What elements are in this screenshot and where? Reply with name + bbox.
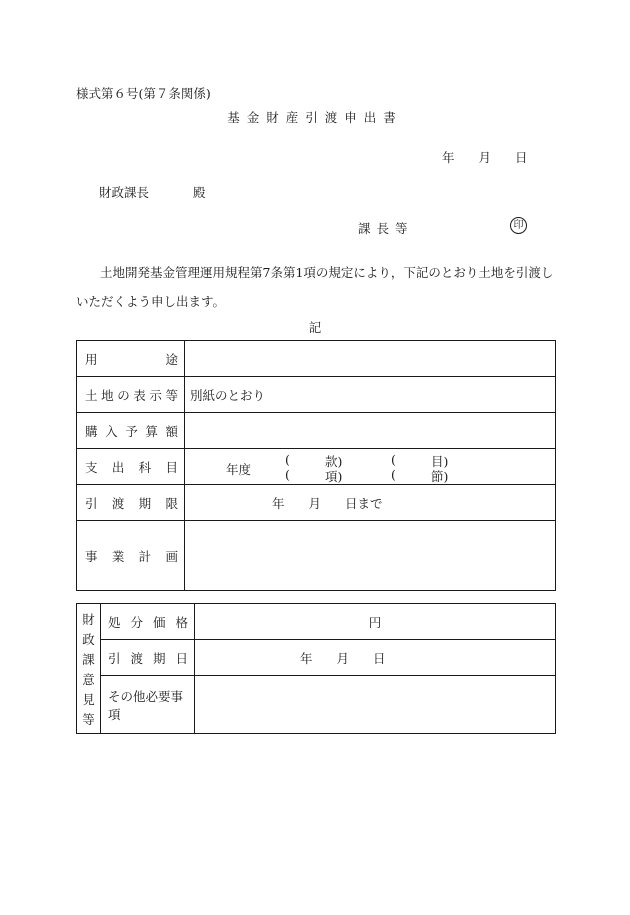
addressee xyxy=(99,183,206,201)
label-char: 日 xyxy=(175,650,188,666)
deadline-year: 年 xyxy=(272,495,285,511)
addressee-name: 財政課長 xyxy=(99,185,150,200)
label-char: 土 xyxy=(85,387,98,403)
row-label xyxy=(77,521,185,591)
transfer-date-field[interactable] xyxy=(195,640,556,676)
side-label-char: 見 xyxy=(82,691,95,707)
moku-open-paren: ( xyxy=(391,452,396,467)
side-label-char: 政 xyxy=(82,631,95,647)
side-label-char: 意 xyxy=(82,671,95,687)
deadline-month: 月 xyxy=(308,495,322,511)
label-char: 購 xyxy=(85,423,98,439)
label-char: 入 xyxy=(105,423,118,439)
kou-label: 項) xyxy=(325,469,343,484)
ki-heading: 記 xyxy=(308,320,322,335)
kan-label: 款) xyxy=(325,454,343,469)
document-title: 基金財産引渡申出書 xyxy=(227,110,403,125)
business-plan-field[interactable] xyxy=(185,521,556,591)
label-char: 等 xyxy=(165,387,178,403)
addressee-honorific: 殿 xyxy=(193,185,206,200)
row-label xyxy=(101,604,195,640)
expenditure-account-breakdown xyxy=(185,449,555,484)
label-char: 格 xyxy=(175,614,188,630)
label-char: 期 xyxy=(152,650,166,666)
label-char: 業 xyxy=(111,548,125,564)
setsu-label: 節) xyxy=(431,469,449,484)
transfer-year: 年 xyxy=(300,650,313,666)
label-char: 地 xyxy=(101,387,114,403)
label-char: 出 xyxy=(111,459,125,475)
table-row xyxy=(77,413,556,449)
moku-label: 目) xyxy=(431,454,449,469)
row-label xyxy=(77,485,185,521)
label-char: 科 xyxy=(138,459,152,475)
side-label-char: 財 xyxy=(82,611,95,627)
label-char: 表 xyxy=(133,387,146,403)
delivery-deadline-field[interactable] xyxy=(185,485,556,521)
label-char: 支 xyxy=(85,459,98,475)
other-items-label: その他必要事項 xyxy=(108,688,184,722)
label-char: 算 xyxy=(145,423,158,439)
label-char: 分 xyxy=(130,614,143,630)
land-description-field[interactable]: 別紙のとおり xyxy=(185,377,556,413)
label-char: 引 xyxy=(108,650,121,666)
main-table xyxy=(76,340,556,591)
row-label xyxy=(77,449,185,485)
date-day: 日 xyxy=(515,150,528,165)
label-char: 期 xyxy=(138,495,152,511)
fiscal-year-label: 年度 xyxy=(226,462,252,477)
expenditure-account-field[interactable] xyxy=(185,449,556,485)
row-label xyxy=(77,341,185,377)
form-number: 様式第６号(第７条関係) xyxy=(76,86,211,101)
row-label xyxy=(77,413,185,449)
yen-unit: 円 xyxy=(368,614,382,630)
label-char: 限 xyxy=(165,495,178,511)
label-char: 渡 xyxy=(111,495,125,511)
label-char: 事 xyxy=(85,548,98,564)
body-text: 土地開発基金管理運用規程第7条第1項の規定により，下記のとおり土地を引渡しいただくよう申し出ます。 xyxy=(76,265,554,309)
label-char: 額 xyxy=(165,423,178,439)
label-char: 画 xyxy=(165,548,178,564)
other-items-field[interactable] xyxy=(195,676,556,734)
label-char: の xyxy=(117,387,130,403)
table-row xyxy=(77,377,556,413)
label-char: 処 xyxy=(108,614,121,630)
table-row xyxy=(77,676,556,734)
side-label-char: 課 xyxy=(82,651,95,667)
table-row xyxy=(77,341,556,377)
setsu-open-paren: ( xyxy=(391,467,396,482)
row-label xyxy=(101,676,195,734)
table-row xyxy=(77,485,556,521)
date-month: 月 xyxy=(478,150,492,165)
applicant-label: 課長等 xyxy=(358,221,414,236)
side-label-char: 等 xyxy=(82,711,95,727)
label-char: 予 xyxy=(125,423,138,439)
date-year: 年 xyxy=(442,150,455,165)
deadline-day: 日まで xyxy=(345,495,383,511)
table-row xyxy=(77,449,556,485)
kou-open-paren: ( xyxy=(285,467,290,482)
label-char: 価 xyxy=(152,614,166,630)
transfer-day: 日 xyxy=(373,650,386,666)
application-date xyxy=(442,148,528,166)
seal-mark: 印 xyxy=(510,217,527,234)
label-char: 渡 xyxy=(130,650,143,666)
finance-opinion-table xyxy=(76,603,556,734)
label-char: 目 xyxy=(165,459,178,475)
label-char: 示 xyxy=(149,387,162,403)
label-char: 用 xyxy=(85,351,98,367)
row-label xyxy=(101,640,195,676)
table-row xyxy=(77,521,556,591)
purchase-budget-field[interactable] xyxy=(185,413,556,449)
kan-open-paren: ( xyxy=(285,452,290,467)
label-char: 計 xyxy=(138,548,152,564)
disposal-price-field[interactable] xyxy=(195,604,556,640)
purpose-field[interactable] xyxy=(185,341,556,377)
transfer-month: 月 xyxy=(336,650,350,666)
table-row xyxy=(77,604,556,640)
row-label xyxy=(77,377,185,413)
label-char: 途 xyxy=(165,351,178,367)
table-row xyxy=(77,640,556,676)
label-char: 引 xyxy=(85,495,98,511)
finance-opinion-side-label xyxy=(77,604,101,734)
